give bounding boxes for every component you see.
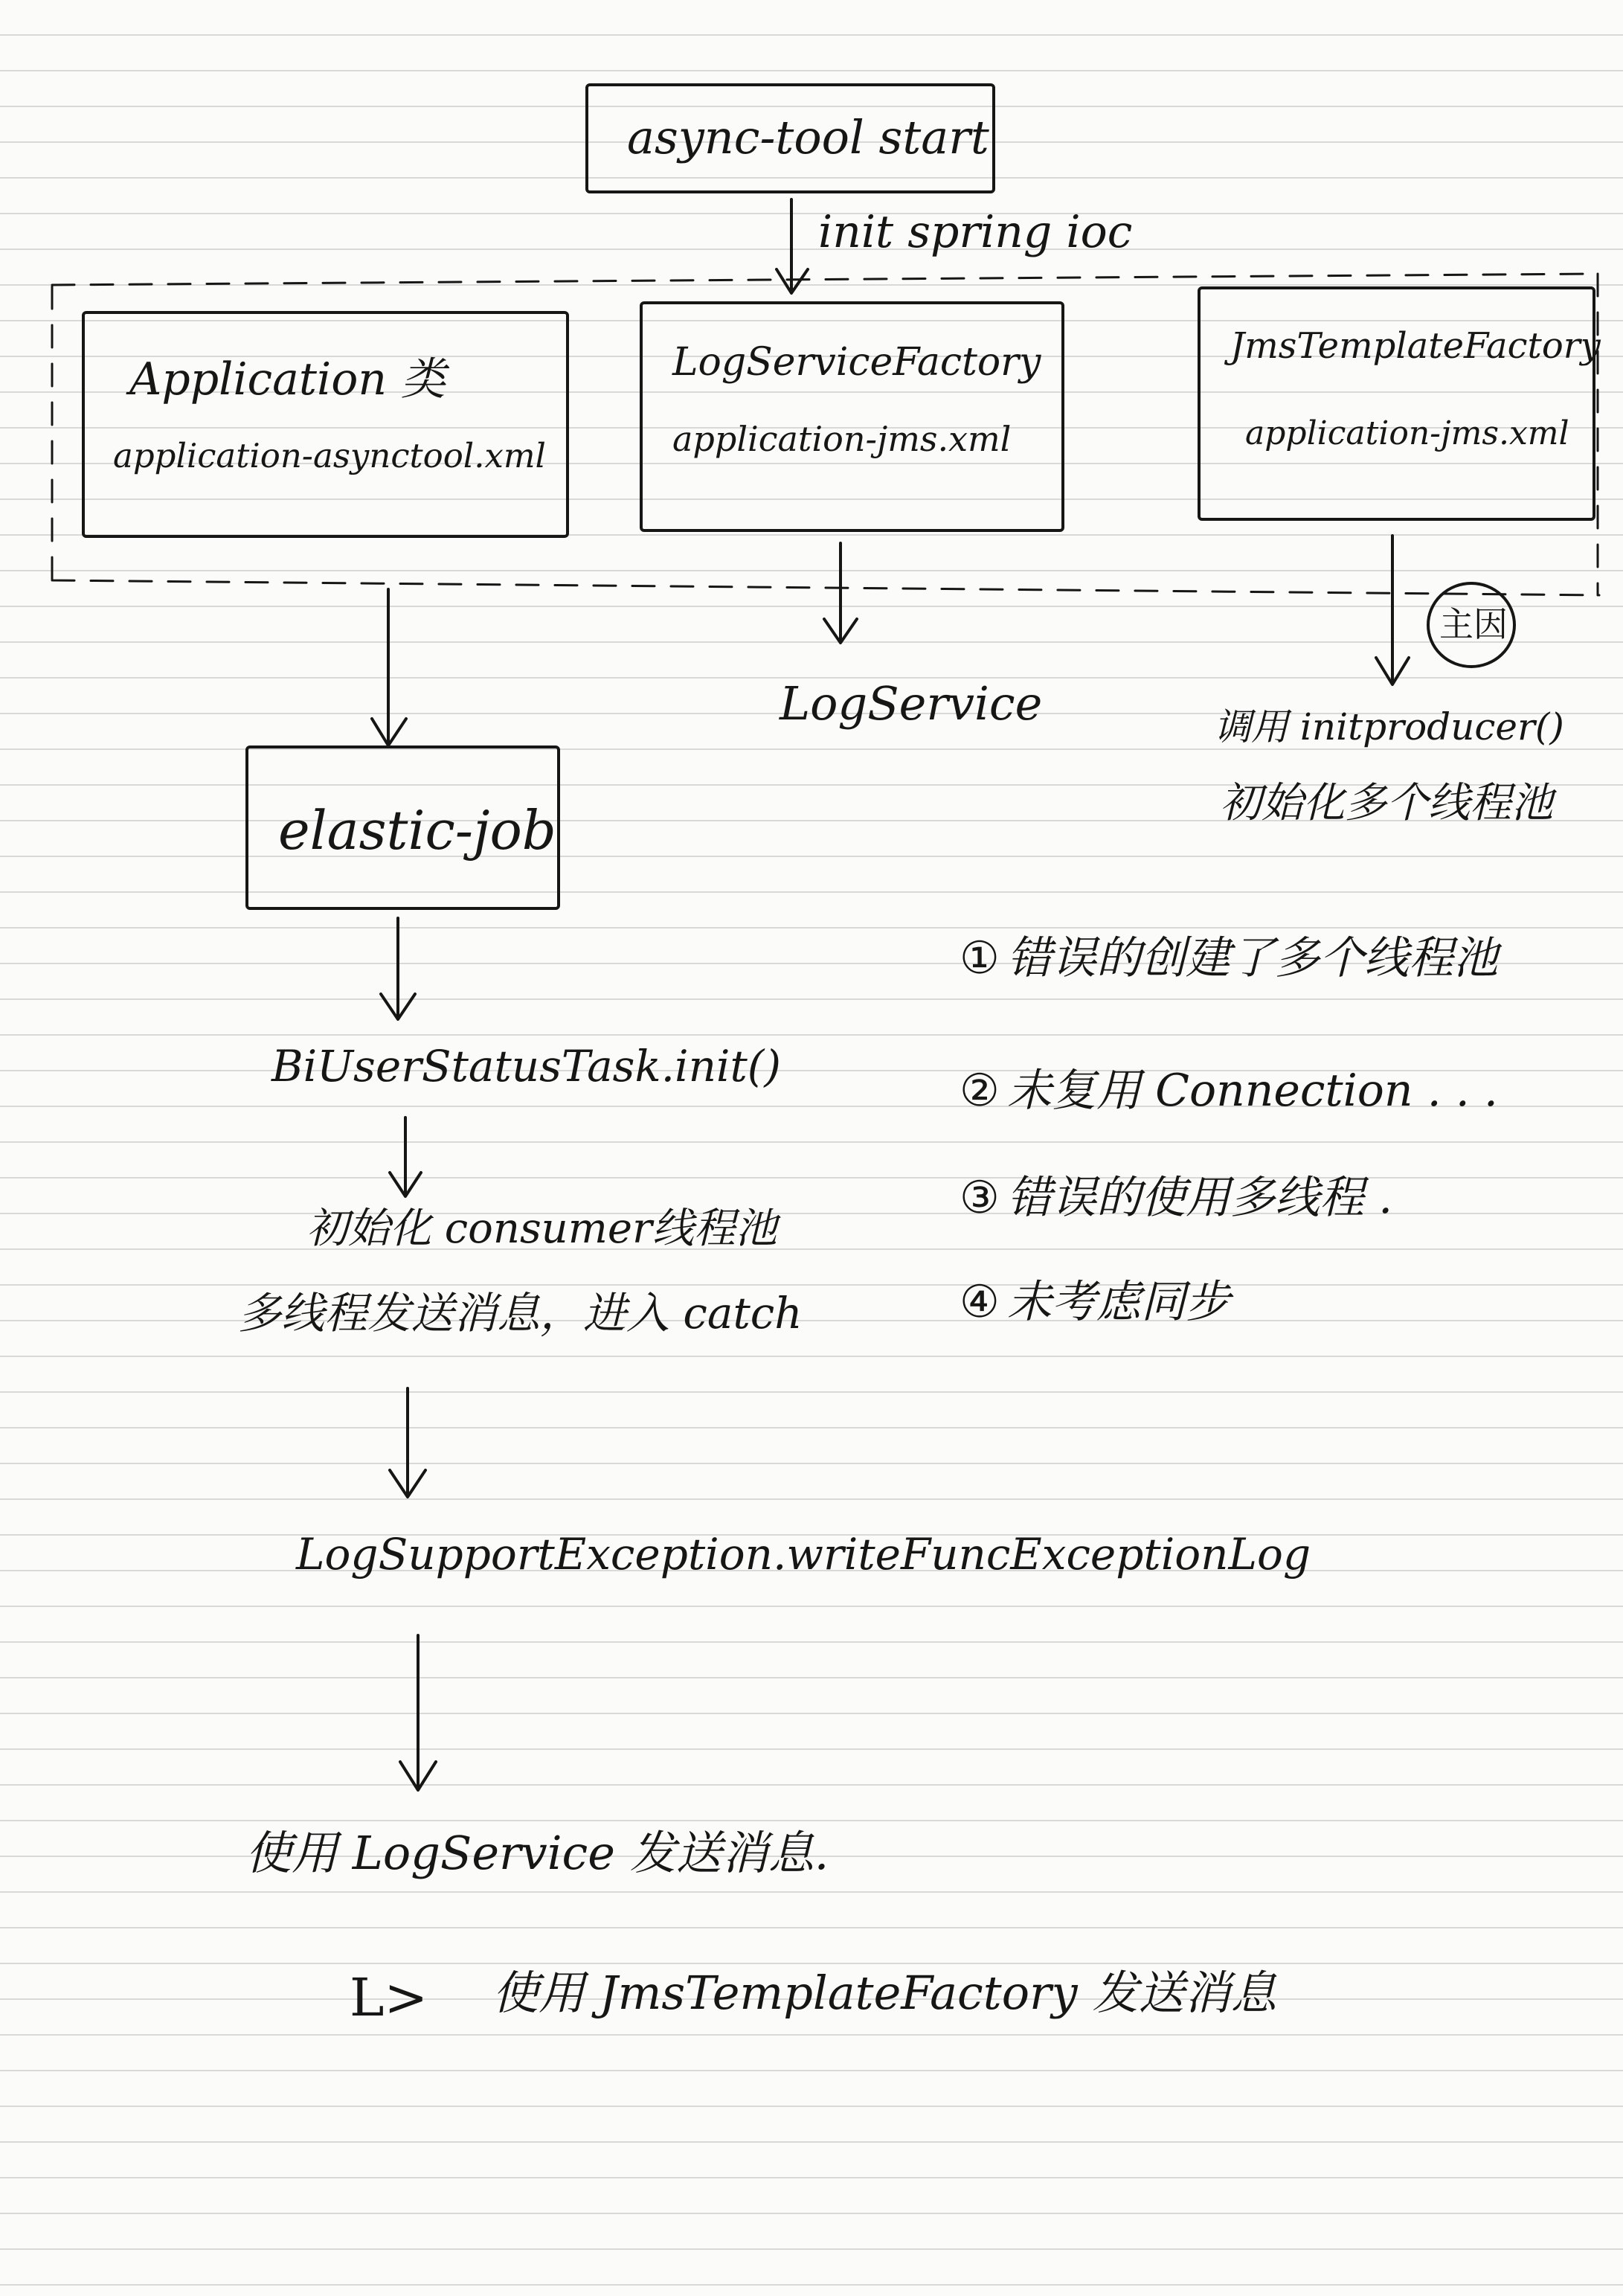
application-box <box>82 311 569 538</box>
elastic-job-label: elastic-job <box>278 799 556 862</box>
consumer-note-line1: 初始化 consumer线程池 <box>306 1205 777 1253</box>
issue-marker: ③ <box>960 1172 1000 1224</box>
use-log-service-label: 使用 LogService 发送消息. <box>245 1826 829 1880</box>
application-box-title: Application 类 <box>129 353 446 405</box>
jms-template-factory-subtitle: application-jms.xml <box>1245 414 1569 452</box>
issue-text: 未复用 Connection . . . <box>1007 1065 1498 1117</box>
log-service-factory-title: LogServiceFactory <box>672 340 1041 385</box>
arrow-to-log-service <box>824 543 857 643</box>
jms-template-factory-box <box>1198 286 1601 521</box>
producer-note-line1: 调用 initproducer() <box>1214 705 1564 748</box>
task-init-label: BiUserStatusTask.init() <box>271 1041 782 1091</box>
exception-log-label: LogSupportException.writeFuncExceptionLog <box>296 1529 1311 1580</box>
log-service-factory-box <box>640 301 1064 532</box>
arrow-to-exception-log <box>390 1388 425 1497</box>
start-node-label: async-tool start <box>627 110 989 164</box>
producer-note-line2: 初始化多个线程池 <box>1220 779 1553 827</box>
log-service-label: LogService <box>780 676 1043 731</box>
issue-marker: ② <box>960 1065 1000 1117</box>
arrow-to-producer <box>1376 536 1409 684</box>
issue-text: 错误的创建了多个线程池 <box>1007 932 1498 984</box>
issue-marker: ④ <box>960 1276 1000 1328</box>
issue-marker: ① <box>960 932 1000 984</box>
init-edge-label: init spring ioc <box>818 206 1133 258</box>
issue-text: 未考虑同步 <box>1007 1276 1230 1328</box>
arrow-to-use-log-service <box>400 1635 436 1790</box>
arrow-to-consumer <box>390 1117 421 1196</box>
use-jms-arrow-glyph: L> <box>350 1967 428 2028</box>
arrow-to-task-init <box>381 918 415 1019</box>
consumer-note-line2: 多线程发送消息，进入 catch <box>238 1288 803 1338</box>
arrow-to-elastic-job <box>372 589 406 745</box>
issue-text: 错误的使用多线程 . <box>1007 1172 1393 1224</box>
start-node <box>585 83 995 193</box>
log-service-factory-subtitle: application-jms.xml <box>672 419 1012 459</box>
application-box-subtitle: application-asynctool.xml <box>113 436 546 475</box>
key-badge-label: 主因 <box>1439 604 1508 644</box>
elastic-job-box <box>245 745 560 910</box>
jms-template-factory-title: JmsTemplateFactory <box>1230 325 1601 367</box>
use-jms-label: 使用 JmsTemplateFactory 发送消息 <box>492 1966 1277 2020</box>
